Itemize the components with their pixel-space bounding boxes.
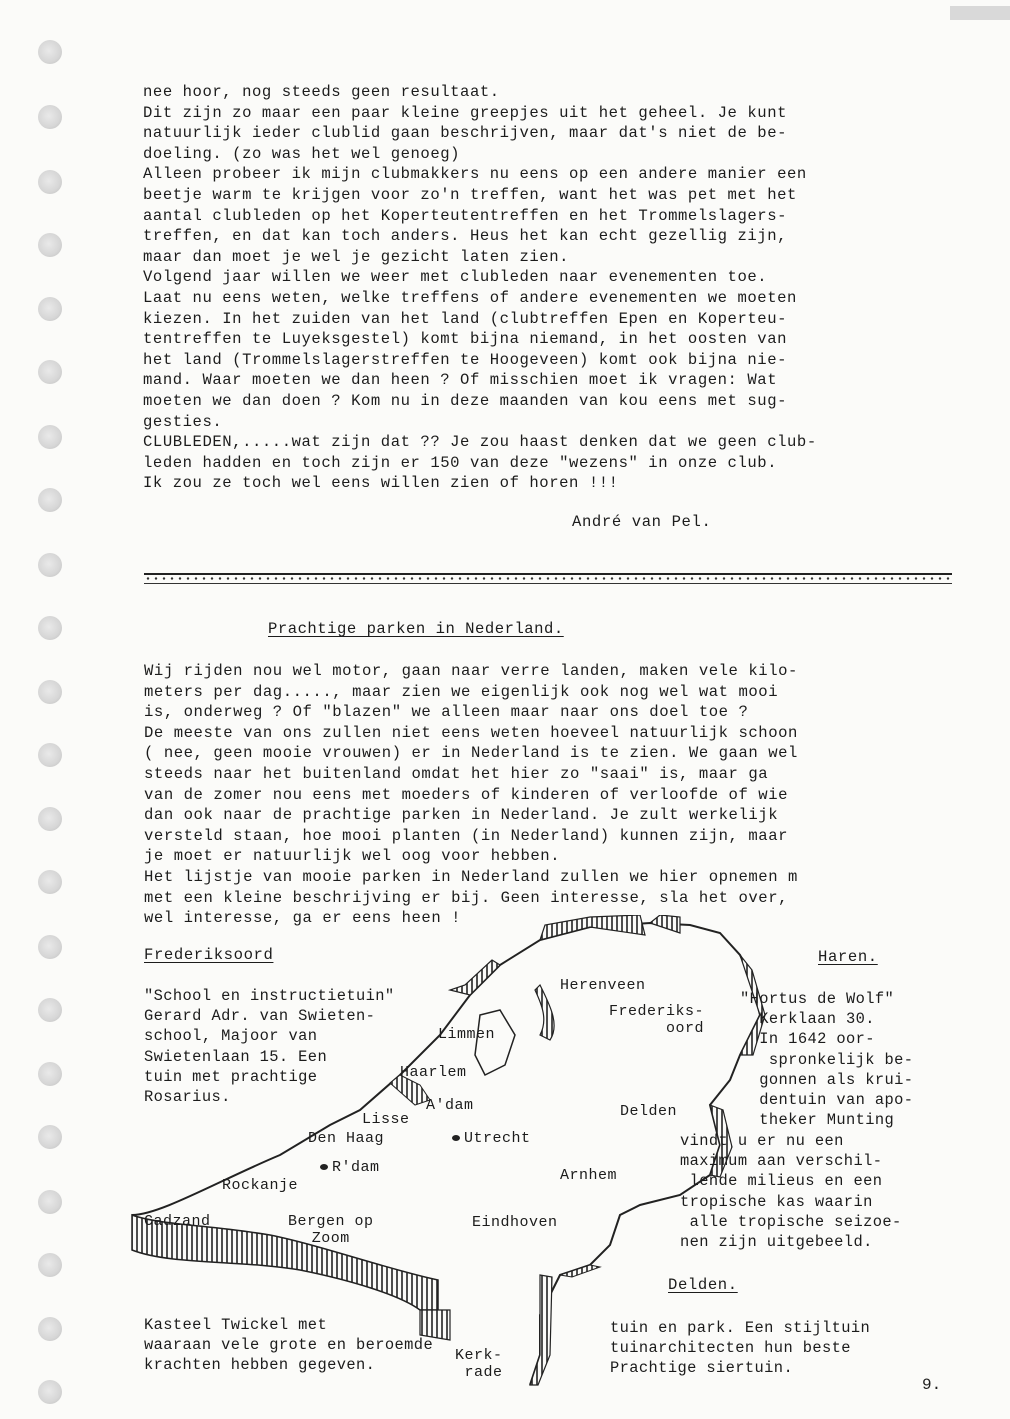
- text-line: De meeste van ons zullen niet eens weten hoeveel natuurlijk schoon: [144, 723, 798, 742]
- map-label-delden: Delden: [620, 1103, 678, 1120]
- text-line: doeling. (zo was het wel genoeg): [143, 144, 461, 163]
- delden-heading: Delden.: [668, 1276, 738, 1294]
- delden-text-right: tuin en park. Een stijltuin tuinarchitecten hun beste Prachtige siertuin.: [610, 1319, 871, 1378]
- scan-artifact: [950, 6, 1010, 20]
- text-line: maar dan moet je wel je gezicht laten zien.: [143, 247, 570, 266]
- text-line: treffen, en dat kan toch anders. Heus het kan echt gezellig zijn,: [143, 227, 788, 246]
- binder-hole: [38, 425, 62, 449]
- text-line: is, onderweg ? Of "blazen" we alleen maar naar ons doel toe ?: [144, 703, 749, 722]
- binder-hole: [38, 105, 62, 129]
- text-line: wel interesse, ga er eens heen !: [144, 909, 462, 928]
- map-label-frederiksoord: Frederiks- oord: [609, 1003, 705, 1037]
- frederiksoord-heading: Frederiksoord: [144, 946, 274, 964]
- binder-hole: [38, 553, 62, 577]
- signature: André van Pel.: [572, 513, 712, 531]
- page-number: 9.: [922, 1376, 942, 1394]
- map-label-arnhem: Arnhem: [560, 1167, 618, 1184]
- text-line: CLUBLEDEN,.....wat zijn dat ?? Je zou haast denken dat we geen club-: [143, 433, 817, 452]
- text-line: leden hadden en toch zijn er 150 van deze "wezens" in onze club.: [143, 453, 778, 472]
- text-line: moeten we dan doen ? Kom nu in deze maanden van kou eens met sug-: [143, 391, 788, 410]
- binder-hole: [38, 1380, 62, 1404]
- text-line: van de zomer nou eens met moeders of kinderen of verloofde of wie: [144, 785, 789, 804]
- text-line: aantal clubleden op het Koperteutentreffen en het Trommelslagers-: [143, 206, 788, 225]
- text-line: Laat nu eens weten, welke treffens of andere evenementen we moeten: [143, 288, 797, 307]
- binder-hole: [38, 1062, 62, 1086]
- text-line: Het lijstje van mooie parken in Nederland zullen we hier opnemen m: [144, 867, 798, 886]
- map-label-utrecht-text: Utrecht: [464, 1130, 531, 1147]
- binder-hole: [38, 488, 62, 512]
- text-line: versteld staan, hoe mooi planten (in Nederland) kunnen zijn, maar: [144, 826, 789, 845]
- binder-hole: [38, 170, 62, 194]
- haren-heading: Haren.: [818, 948, 878, 966]
- map-label-rdam-text: R'dam: [332, 1159, 380, 1176]
- text-line: je moet er natuurlijk wel oog voor hebben.: [144, 847, 561, 866]
- text-line: het land (Trommelslagerstreffen te Hoogeveen) komt ook bijna nie-: [143, 350, 788, 369]
- text-line: steeds naar het buitenland omdat het hier zo "saai" is, maar ga: [144, 764, 769, 783]
- text-line: ( nee, geen mooie vrouwen) er in Nederland is te zien. We gaan wel: [144, 744, 798, 763]
- text-line: tentreffen te Luyeksgestel) komt bijna niemand, in het oosten van: [143, 330, 788, 349]
- map-label-bergen-op-zoom: Bergen op Zoom: [288, 1213, 374, 1247]
- binder-hole: [38, 998, 62, 1022]
- binder-hole: [38, 40, 62, 64]
- binder-hole: [38, 680, 62, 704]
- map-label-herenveen: Herenveen: [560, 977, 646, 994]
- map-label-limmen: Limmen: [438, 1026, 496, 1043]
- text-line: met een kleine beschrijving er bij. Geen interesse, sla het over,: [144, 888, 789, 907]
- haren-text-b: vindt u er nu een maximum aan verschil- lende milieus en een tropische kas waarin alle tropische seizoe- nen zijn uitgebeeld.: [680, 1132, 902, 1252]
- text-line: mand. Waar moeten we dan heen ? Of misschien moet ik vragen: Wat: [143, 371, 778, 390]
- binder-hole: [38, 935, 62, 959]
- binder-hole: [38, 807, 62, 831]
- map-label-utrecht: [452, 1130, 531, 1147]
- binder-hole: [38, 616, 62, 640]
- text-line: Alleen probeer ik mijn clubmakkers nu eens op een andere manier een: [143, 165, 807, 184]
- text-line: Wij rijden nou wel motor, gaan naar verre landen, maken vele kilo-: [144, 662, 798, 680]
- haren-text-a: "Hortus de Wolf" Kerklaan 30. In 1642 oor- spronkelijk be- gonnen als krui- dentuin van apo- theker Munting: [740, 990, 914, 1130]
- binder-hole: [38, 1125, 62, 1149]
- text-line: Ik zou ze toch wel eens willen zien of horen !!!: [143, 474, 619, 493]
- section-divider: [144, 573, 952, 587]
- map-label-eindhoven: Eindhoven: [472, 1214, 558, 1231]
- binder-hole: [38, 360, 62, 384]
- text-line: Dit zijn zo maar een paar kleine greepjes uit het geheel. Je kunt: [143, 103, 788, 122]
- map-label-rockanje: Rockanje: [222, 1177, 299, 1194]
- map-label-lisse: Lisse: [362, 1111, 410, 1128]
- text-line: Volgend jaar willen we weer met clubleden naar evenementen toe.: [143, 268, 768, 287]
- text-line: dan ook naar de prachtige parken in Nederland. Je zult werkelijk: [144, 806, 779, 825]
- binder-hole: [38, 870, 62, 894]
- delden-text-left: Kasteel Twickel met waaraan vele grote en beroemde krachten hebben gegeven.: [144, 1316, 434, 1375]
- text-line: natuurlijk ieder clublid gaan beschrijven, maar dat's niet de be-: [143, 124, 788, 143]
- binder-hole: [38, 297, 62, 321]
- text-line: beetje warm te krijgen voor zo'n treffen, want het was pet met het: [143, 185, 797, 204]
- text-line: kiezen. In het zuiden van het land (clubtreffen Epen en Koperteu-: [143, 309, 788, 328]
- section-title: Prachtige parken in Nederland.: [268, 620, 564, 638]
- parks-intro-text: [144, 661, 974, 929]
- article-text: [143, 82, 973, 494]
- map-label-cadzand: Cadzand: [144, 1213, 211, 1230]
- binder-holes: [38, 30, 66, 1400]
- text-line: nee hoor, nog steeds geen resultaat.: [143, 83, 500, 101]
- text-line: meters per dag....., maar zien we eigenlijk ook nog wel wat mooi: [144, 682, 779, 701]
- map-label-den-haag: Den Haag: [308, 1130, 385, 1147]
- binder-hole: [38, 1317, 62, 1341]
- map-label-haarlem: Haarlem: [400, 1064, 467, 1081]
- frederiksoord-text: "School en instructietuin" Gerard Adr. van Swieten- school, Majoor van Swietenlaan 15. Een tuin met prachtige Rosarius.: [144, 987, 395, 1107]
- binder-hole: [38, 743, 62, 767]
- binder-hole: [38, 233, 62, 257]
- map-label-rdam: [320, 1159, 380, 1176]
- binder-hole: [38, 1190, 62, 1214]
- map-label-adam: A'dam: [426, 1097, 474, 1114]
- text-line: gesties.: [143, 412, 223, 431]
- map-label-kerkrade: Kerk- rade: [455, 1347, 503, 1381]
- binder-hole: [38, 1253, 62, 1277]
